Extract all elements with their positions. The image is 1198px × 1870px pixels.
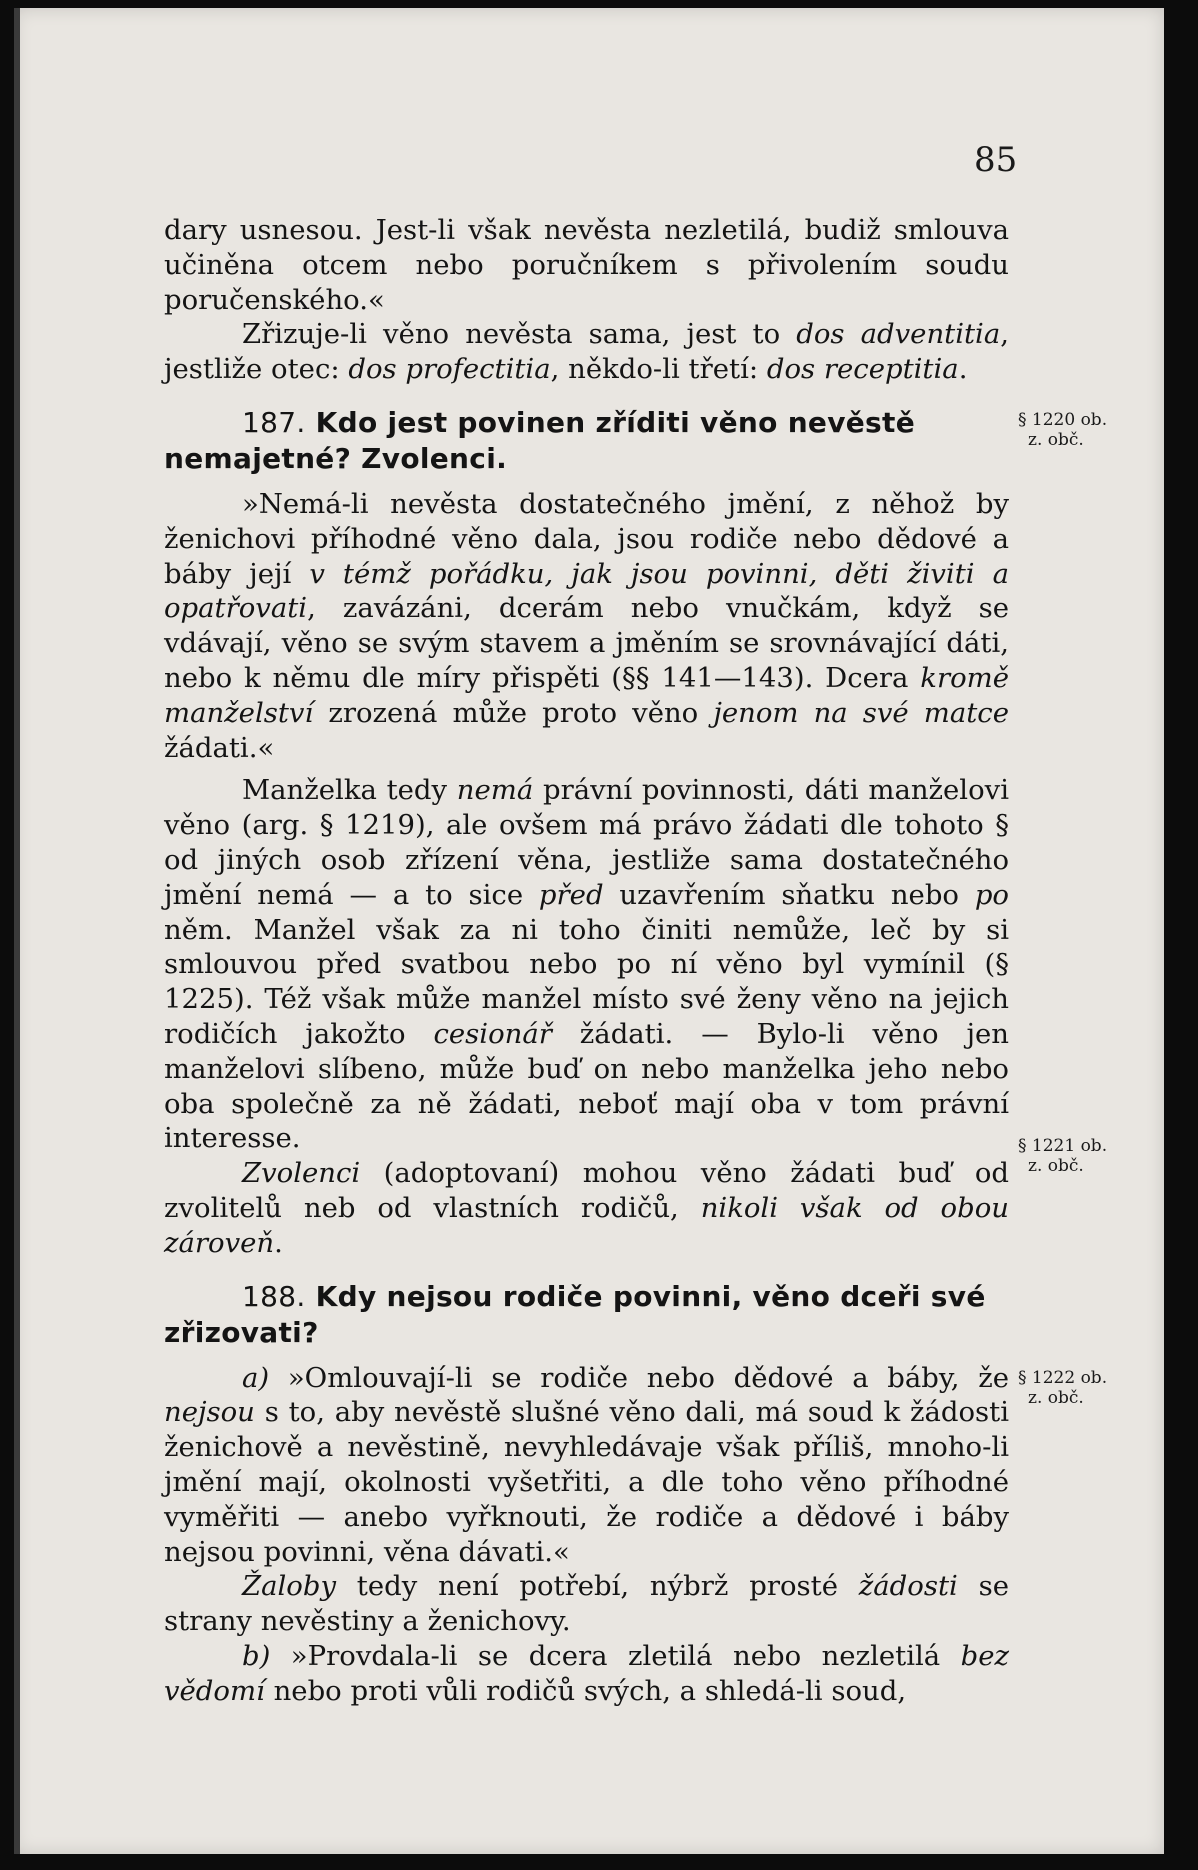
- body-text: [164, 213, 1009, 1708]
- margin-note-1222: § 1222 ob. z. obč.: [1018, 1368, 1108, 1408]
- question-188-heading: 188. Kdy nejsou rodiče povinni, věno dceři své zřizovati?: [164, 1279, 986, 1349]
- paragraph-6: a) »Omlouvají-li se rodiče nebo dědové a báby, že nejsou s to, aby nevěstě slušné věno dali, má soud k žádosti ženichově a nevěstině, nevyhledávaje však příliš, mnoho-li jmění mají, okolnosti vyšetřiti, a dle toho věno příhodné vyměřiti — anebo vyřknouti, že rodiče a dědové i báby nejsou povinni, věna dávati.«: [164, 1361, 1009, 1568]
- question-187-heading: 187. Kdo jest povinen zříditi věno nevěstě nemajetné? Zvolenci.: [164, 405, 915, 475]
- paragraph-7: Žaloby tedy není potřebí, nýbrž prosté žádosti se strany nevěstiny a ženichovy.: [164, 1570, 1009, 1638]
- binding-shadow: [14, 8, 20, 1854]
- book-page: [14, 8, 1164, 1854]
- paragraph-2: Zřizuje-li věno nevěsta sama, jest to dos adventitia, jestliže otec: dos profectitia, někdo-li třetí: dos receptitia.: [164, 318, 1009, 386]
- paragraph-3: »Nemá-li nevěsta dostatečného jmění, z něhož by ženichovi příhodné věno dala, jsou rodiče nebo dědové a báby její v témž pořádku, jak jsou povinni, děti živiti a opatřovati, zavázáni, dcerám nebo vnučkám, když se vdávají, věno se svým stavem a jměním se srovnávající dáti, nebo k němu dle míry přispěti (§§ 141—143). Dcera kromě manželství zrozená může proto věno jenom na své matce žádati.«: [164, 487, 1009, 764]
- paragraph-8: b) »Provdala-li se dcera zletilá nebo nezletilá bez vědomí nebo proti vůli rodičů svých, a shledá-li soud,: [164, 1639, 1009, 1707]
- margin-note-1220: § 1220 ob. z. obč.: [1018, 410, 1108, 450]
- page-number: 85: [974, 140, 1018, 180]
- margin-note-1221: § 1221 ob. z. obč.: [1018, 1136, 1108, 1176]
- paragraph-5: Zvolenci (adoptovaní) mohou věno žádati buď od zvolitelů neb od vlastních rodičů, nikoli však od obou zároveň.: [164, 1157, 1009, 1259]
- paragraph-4: Manželka tedy nemá právní povinnosti, dáti manželovi věno (arg. § 1219), ale ovšem má právo žádati dle tohoto § od jiných osob zřízení věna, jestliže sama dostatečného jmění nemá — a to sice před uzavřením sňatku nebo po něm. Manžel však za ni toho činiti nemůže, leč by si smlouvou před svatbou nebo po ní věno byl vymínil (§ 1225). Též však může manžel místo své ženy věno na jejich rodičích jakožto cesionář žádati. — Bylo-li věno jen manželovi slíbeno, může buď on nebo manželka jeho nebo oba společně za ně žádati, neboť mají oba v tom právní interesse.: [164, 774, 1009, 1155]
- paragraph-1: dary usnesou. Jest-li však nevěsta nezletilá, budiž smlouva učiněna otcem nebo poručníkem s přivolením soudu poručenského.«: [164, 214, 1009, 316]
